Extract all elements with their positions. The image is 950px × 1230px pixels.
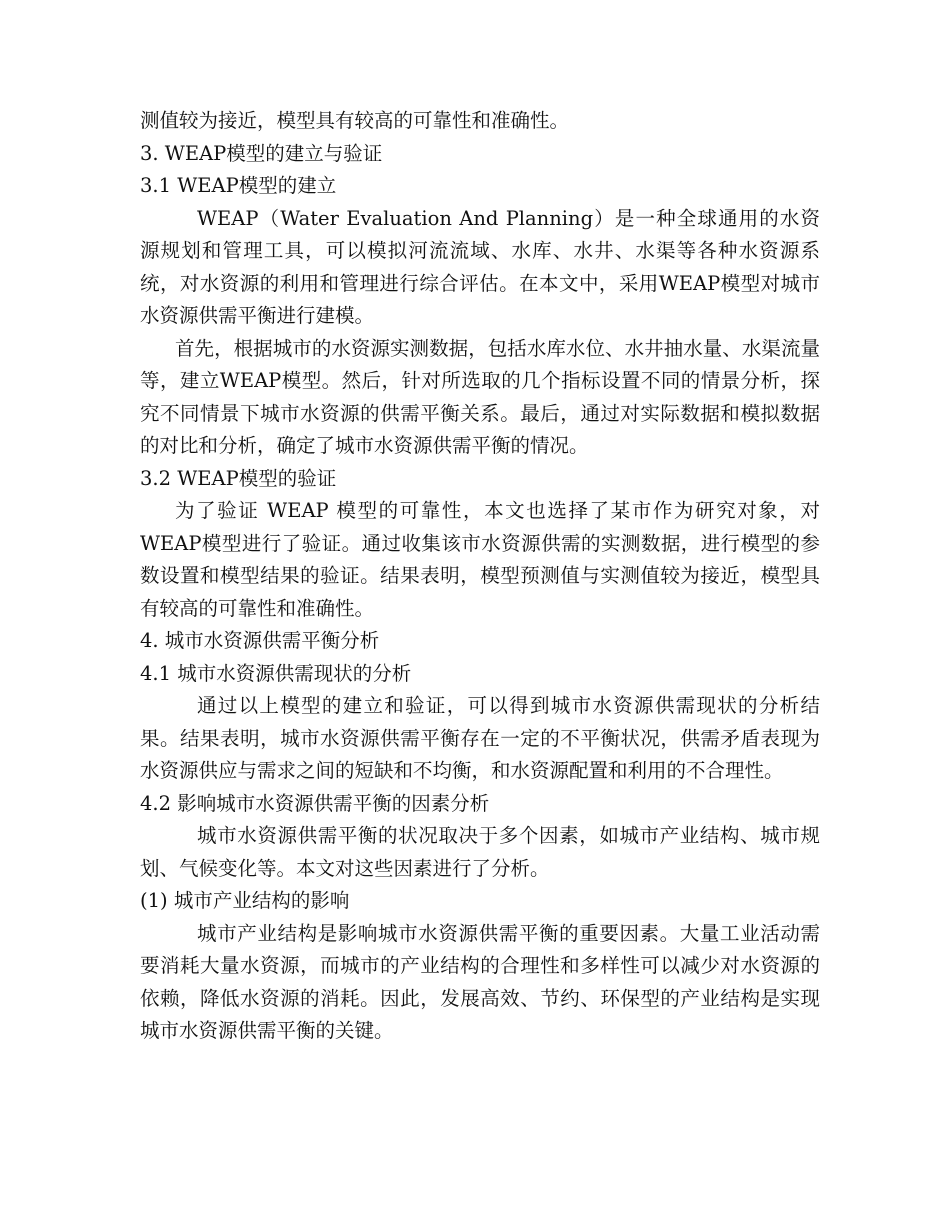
- subsection-heading-3-2: 3.2 WEAP模型的验证: [140, 466, 337, 490]
- paragraph-model-validation: 为了验证 WEAP 模型的可靠性，本文也选择了某市作为研究对象，对WEAP模型进行了验证。通过收集该市水资源供需的实测数据，进行模型的参数设置和模型结果的验证。结果表明，模型预测值与实测值较为接近，模型具有较高的可靠性和准确性。: [140, 499, 820, 620]
- subsection-heading-4-1: 4.1 城市水资源供需现状的分析: [140, 661, 412, 685]
- item-heading-1: (1) 城市产业结构的影响: [140, 889, 350, 912]
- paragraph-factors: 城市水资源供需平衡的状况取决于多个因素，如城市产业结构、城市规划、气候变化等。本文对这些因素进行了分析。: [140, 824, 820, 880]
- section-heading-3: 3. WEAP模型的建立与验证: [140, 141, 383, 165]
- paragraph-current-status: 通过以上模型的建立和验证，可以得到城市水资源供需现状的分析结果。结果表明，城市水资源供需平衡存在一定的不平衡状况，供需矛盾表现为水资源供应与需求之间的短缺和不均衡，和水资源配置和利用的不合理性。: [140, 694, 820, 782]
- paragraph-weap-intro: WEAP（Water Evaluation And Planning）是一种全球通用的水资源规划和管理工具，可以模拟河流流域、水库、水井、水渠等各种水资源系统，对水资源的利用和管理进行综合评估。在本文中，采用WEAP模型对城市水资源供需平衡进行建模。: [140, 206, 820, 327]
- paragraph-industry-structure: 城市产业结构是影响城市水资源供需平衡的重要因素。大量工业活动需要消耗大量水资源，而城市的产业结构的合理性和多样性可以减少对水资源的依赖，降低水资源的消耗。因此，发展高效、节约、环保型的产业结构是实现城市水资源供需平衡的关键。: [140, 921, 820, 1042]
- section-heading-4: 4. 城市水资源供需平衡分析: [140, 629, 380, 652]
- paragraph-model-building: 首先，根据城市的水资源实测数据，包括水库水位、水井抽水量、水渠流量等，建立WEAP模型。然后，针对所选取的几个指标设置不同的情景分析，探究不同情景下城市水资源的供需平衡关系。最后，通过对实际数据和模拟数据的对比和分析，确定了城市水资源供需平衡的情况。: [140, 336, 820, 457]
- subsection-heading-3-1: 3.1 WEAP模型的建立: [140, 174, 337, 197]
- subsection-heading-4-2: 4.2 影响城市水资源供需平衡的因素分析: [140, 791, 490, 815]
- document-page: [140, 105, 820, 1048]
- continued-paragraph: 测值较为接近，模型具有较高的可靠性和准确性。: [140, 109, 570, 132]
